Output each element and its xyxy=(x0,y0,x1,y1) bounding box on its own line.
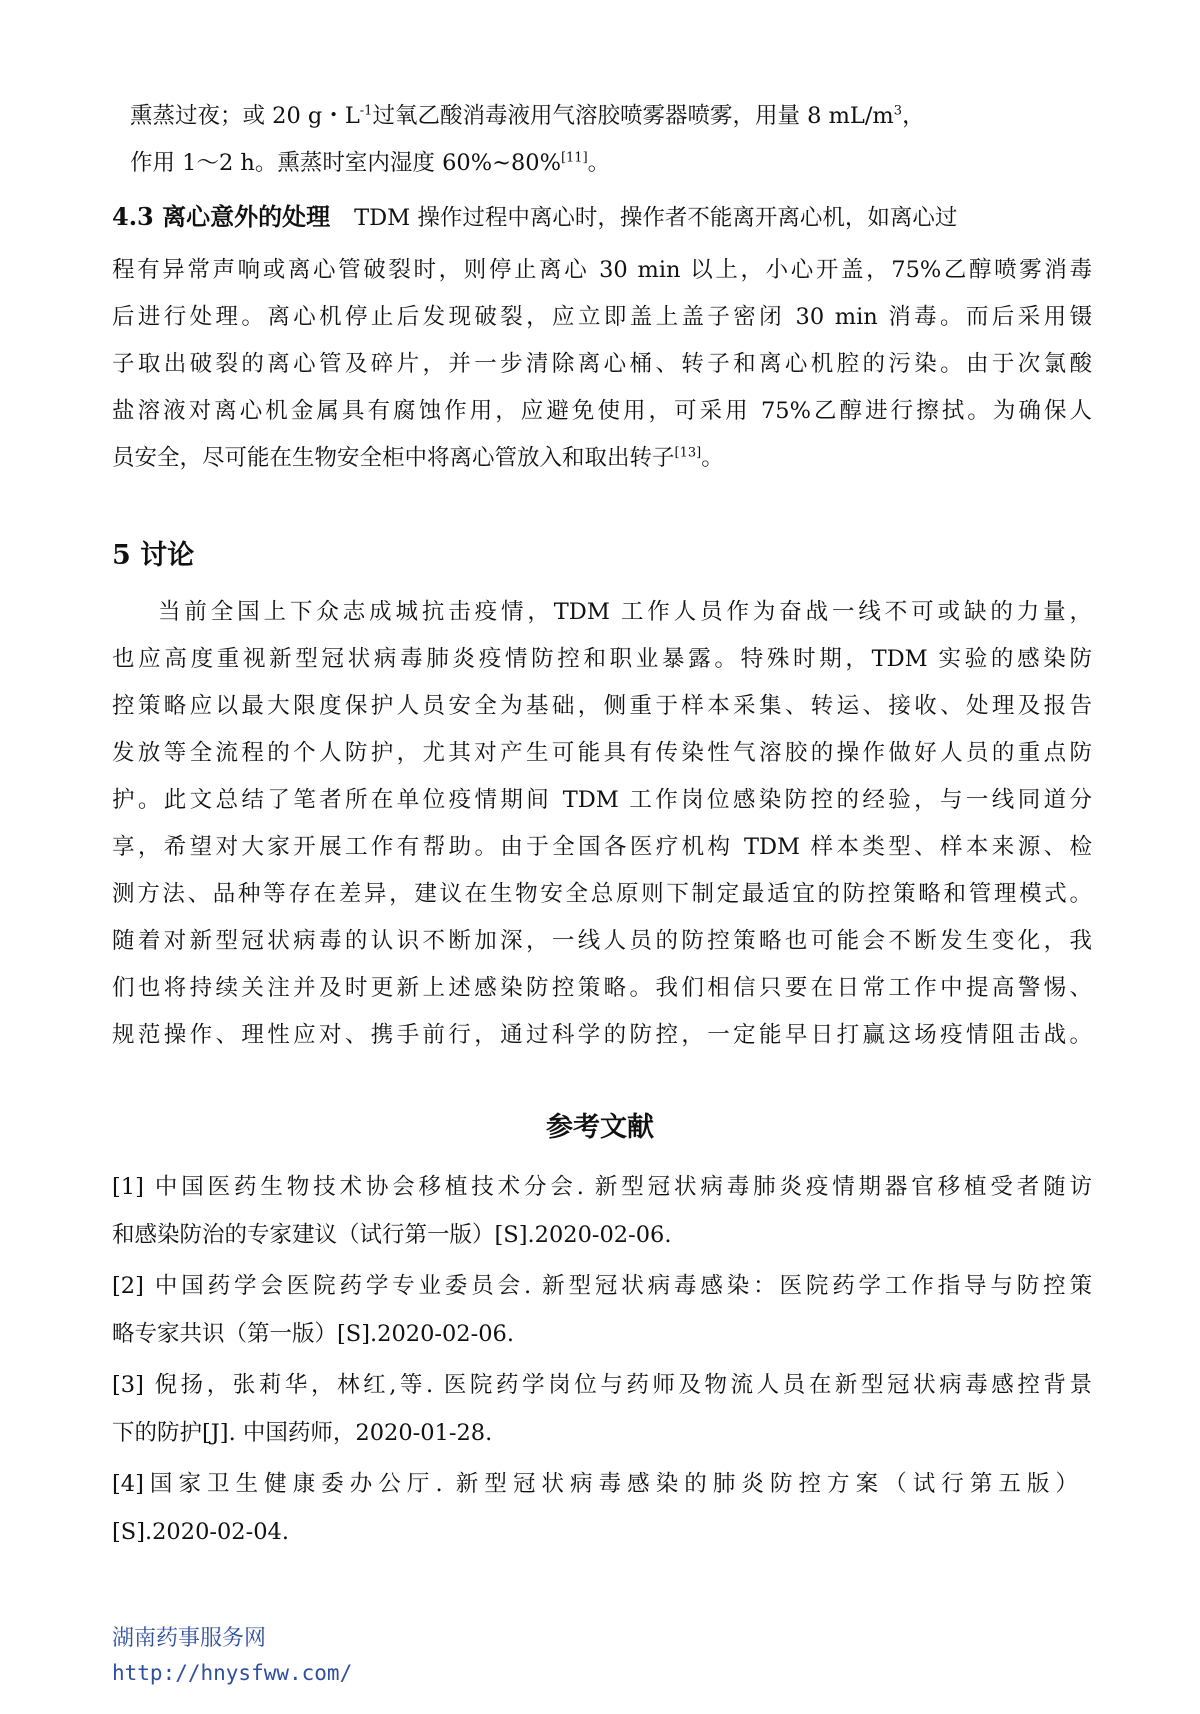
references-title: 参考文献 xyxy=(546,1112,654,1143)
paragraph-line: 程有异常声响或离心管破裂时，则停止离心 30 min 以上，小心开盖，75%乙醇喷雾消毒 xyxy=(112,257,1092,283)
footer-site-name: 湖南药事服务网 xyxy=(112,1626,267,1651)
paragraph-line: 当前全国上下众志成城抗击疫情，TDM 工作人员作为奋战一线不可或缺的力量， xyxy=(158,599,1092,625)
paragraph-line: 测方法、品种等存在差异，建议在生物安全总原则下制定最适宜的防控策略和管理模式。 xyxy=(112,881,1092,907)
paragraph-line: 控策略应以最大限度保护人员安全为基础，侧重于样本采集、转运、接收、处理及报告 xyxy=(112,693,1092,719)
paragraph-line: 熏蒸过夜；或 20 g・$L^{-1}$过氧乙酸消毒液用气溶胶喷雾器喷雾，用量 8 $mL/m^3$， xyxy=(130,103,925,129)
paragraph-line: 作用 1～2 h。熏蒸时室内湿度 60%~80%[11]。 xyxy=(130,150,611,176)
section-4-3-first-line: 4.3 离心意外的处理 TDM 操作过程中离心时，操作者不能离开离心机，如离心过 xyxy=(112,202,958,231)
reference-item: [3] 倪扬，张莉华，林红,等. 医院药学岗位与药师及物流人员在新型冠状病毒感控背景 xyxy=(112,1372,1092,1398)
paragraph-line: 也应高度重视新型冠状病毒肺炎疫情防控和职业暴露。特殊时期，TDM 实验的感染防 xyxy=(112,646,1092,672)
paragraph-line: 们也将持续关注并及时更新上述感染防控策略。我们相信只要在日常工作中提高警惕、 xyxy=(112,975,1092,1001)
paragraph-line: 护。此文总结了笔者所在单位疫情期间 TDM 工作岗位感染防控的经验，与一线同道分 xyxy=(112,787,1092,813)
paragraph-line: 盐溶液对离心机金属具有腐蚀作用，应避免使用，可采用 75%乙醇进行擦拭。为确保人 xyxy=(112,398,1092,424)
reference-item: 下的防护[J]. 中国药师，2020-01-28. xyxy=(112,1420,493,1446)
paragraph-line: 享，希望对大家开展工作有帮助。由于全国各医疗机构 TDM 样本类型、样本来源、检 xyxy=(112,834,1092,860)
section-heading: 5 讨论 xyxy=(112,540,195,571)
reference-item: [1] 中国医药生物技术协会移植技术分会. 新型冠状病毒肺炎疫情期器官移植受者随访 xyxy=(112,1174,1092,1200)
reference-item: [4]国家卫生健康委办公厅. 新型冠状病毒感染的肺炎防控方案（试行第五版） xyxy=(112,1471,1078,1497)
section-heading: 4.3 离心意外的处理 xyxy=(112,202,331,231)
paragraph-line: 随着对新型冠状病毒的认识不断加深，一线人员的防控策略也可能会不断发生变化，我 xyxy=(112,928,1092,954)
reference-item: 和感染防治的专家建议（试行第一版）[S].2020-02-06. xyxy=(112,1222,672,1248)
paragraph-line: 子取出破裂的离心管及碎片，并一步清除离心桶、转子和离心机腔的污染。由于次氯酸 xyxy=(112,351,1092,377)
paragraph-line: 员安全，尽可能在生物安全柜中将离心管放入和取出转子[13]。 xyxy=(112,445,724,471)
paragraph-line: 后进行处理。离心机停止后发现破裂，应立即盖上盖子密闭 30 min 消毒。而后采用镊 xyxy=(112,304,1092,330)
reference-item: 略专家共识（第一版）[S].2020-02-06. xyxy=(112,1321,515,1347)
paragraph-line: 发放等全流程的个人防护，尤其对产生可能具有传染性气溶胶的操作做好人员的重点防 xyxy=(112,740,1092,766)
reference-item: [2] 中国药学会医院药学专业委员会. 新型冠状病毒感染：医院药学工作指导与防控策 xyxy=(112,1273,1092,1299)
footer-url-link[interactable]: http://hnysfww.com/ xyxy=(112,1661,353,1685)
paragraph-line: 规范操作、理性应对、携手前行，通过科学的防控，一定能早日打赢这场疫情阻击战。 xyxy=(112,1022,1092,1048)
reference-item: [S].2020-02-04. xyxy=(112,1519,290,1545)
